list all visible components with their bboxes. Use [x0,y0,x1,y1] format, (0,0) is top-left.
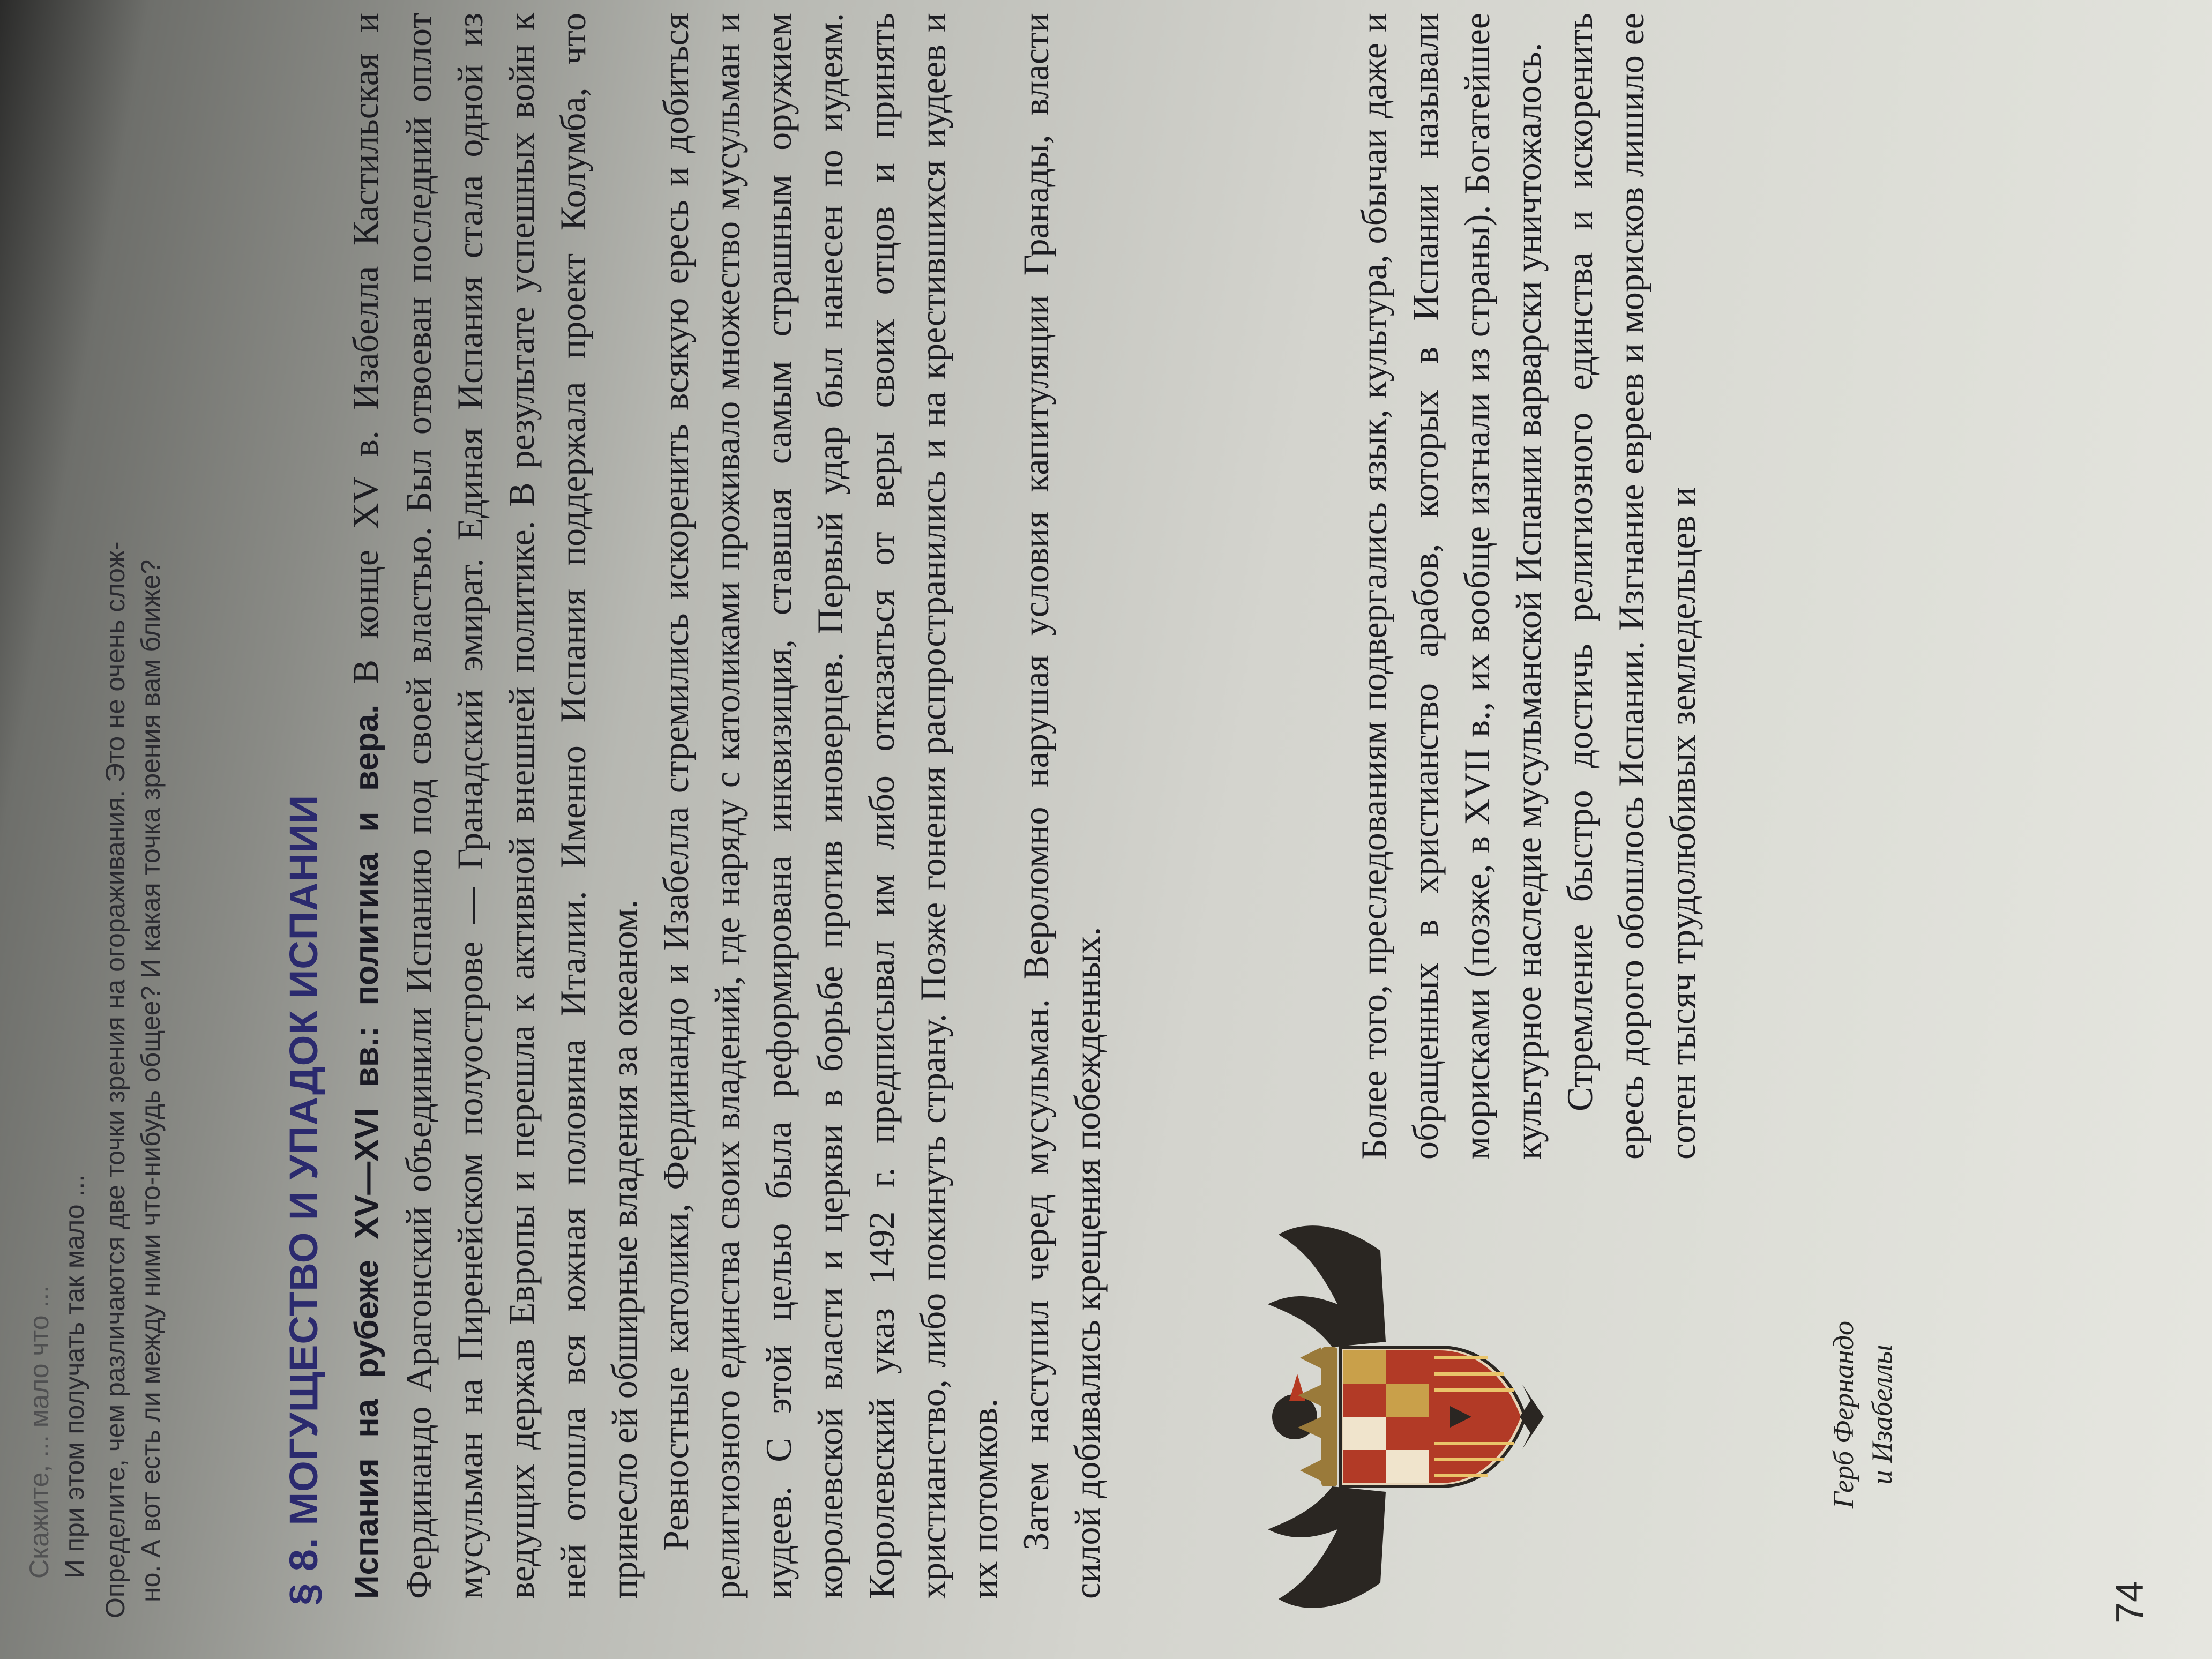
preceding-questions [21,27,168,1624]
section-heading [281,795,326,1605]
question-line: Определите, чем различаются две точки зрения на огораживания. Это не очень слож- [100,541,130,1618]
caption-line: Герб Фернандо [1827,1320,1859,1509]
shield [1340,1347,1525,1486]
section-title-text: МОГУЩЕСТВО И УПАДОК ИСПАНИИ [281,794,326,1526]
section-number: § 8. [281,1537,326,1605]
question-line: И при этом получать так мало ... [59,1174,89,1579]
paragraph [340,13,650,1599]
paragraph-text: В конце XV в. Изабелла Кастильская и Фердинандо Арагонский объединили Испанию под своей властью. Был отвоеван последний оплот мусульман на Пиренейском полуострове — Гранадский эмират. Единая Испания стала одной из ведущих держав Европы и перешла к активной внешней политике. В результате успешных войн к ней отошла вся южная половина Италии. Именно Испания поддержала проект Колумба, что принесло ей обширные владения за океаном. [345,13,645,1599]
paragraph: Затем наступил черед мусульман. Вероломно нарушая условия капитуляции Гранады, власти силой добивались крещения побежденных. [1015,13,1108,1599]
cropped-line: Скажите, ... мало что ... [24,1285,54,1579]
eagle-wing-left [1268,1486,1386,1608]
paragraph: Более того, преследованиям подвергались язык, культура, обычаи даже и обращенных в христианство арабов, которых в Испании называли морисками (позже, в XVII в., их вообще изгнали из страны). Богатейшее культурное наследие мусульманской Испании варварски уничтожалось. [1354,13,1549,1160]
paragraph: Стремление быстро достичь религиозного единства и искоренить ересь дорого обошлось Испании. Изгнание евреев и морисков лишило ее сотен тысяч трудолюбивых земледельцев и [1559,13,1703,1160]
textbook-page [2,9,2210,1650]
eagle-wing-right [1268,1225,1386,1347]
coat-of-arms-illustration [1246,1213,1546,1620]
caption-line: и Изабеллы [1866,1344,1898,1485]
paragraph: Ревностные католики, Фердинандо и Изабелла стремились искоренить всякую ересь и добиться религиозного единства своих владений, где наряду с католиками проживало множество мусульман и иудеев. С этой целью была реформирована инквизиция, ставшая самым страшным оружием королевской власти и церкви в борьбе против иноверцев. Первый удар был нанесен по иудеям. Королевский указ 1492 г. предписывал им либо отказаться от веры своих отцов и принять христианство, либо покинуть страну. Позже гонения распространились и на крестившихся иудеев и их потомков. [655,13,1005,1599]
question-line: но. А вот есть ли между ними что-нибудь общее? И какая точка зрения вам ближе? [136,559,166,1602]
emblem-caption [1824,1211,1901,1618]
run-in-heading: Испания на рубеже XV—XVI вв.: политика и вера. [348,704,385,1599]
section-body [340,13,1113,1599]
page-number: 74 [2109,1580,2151,1624]
